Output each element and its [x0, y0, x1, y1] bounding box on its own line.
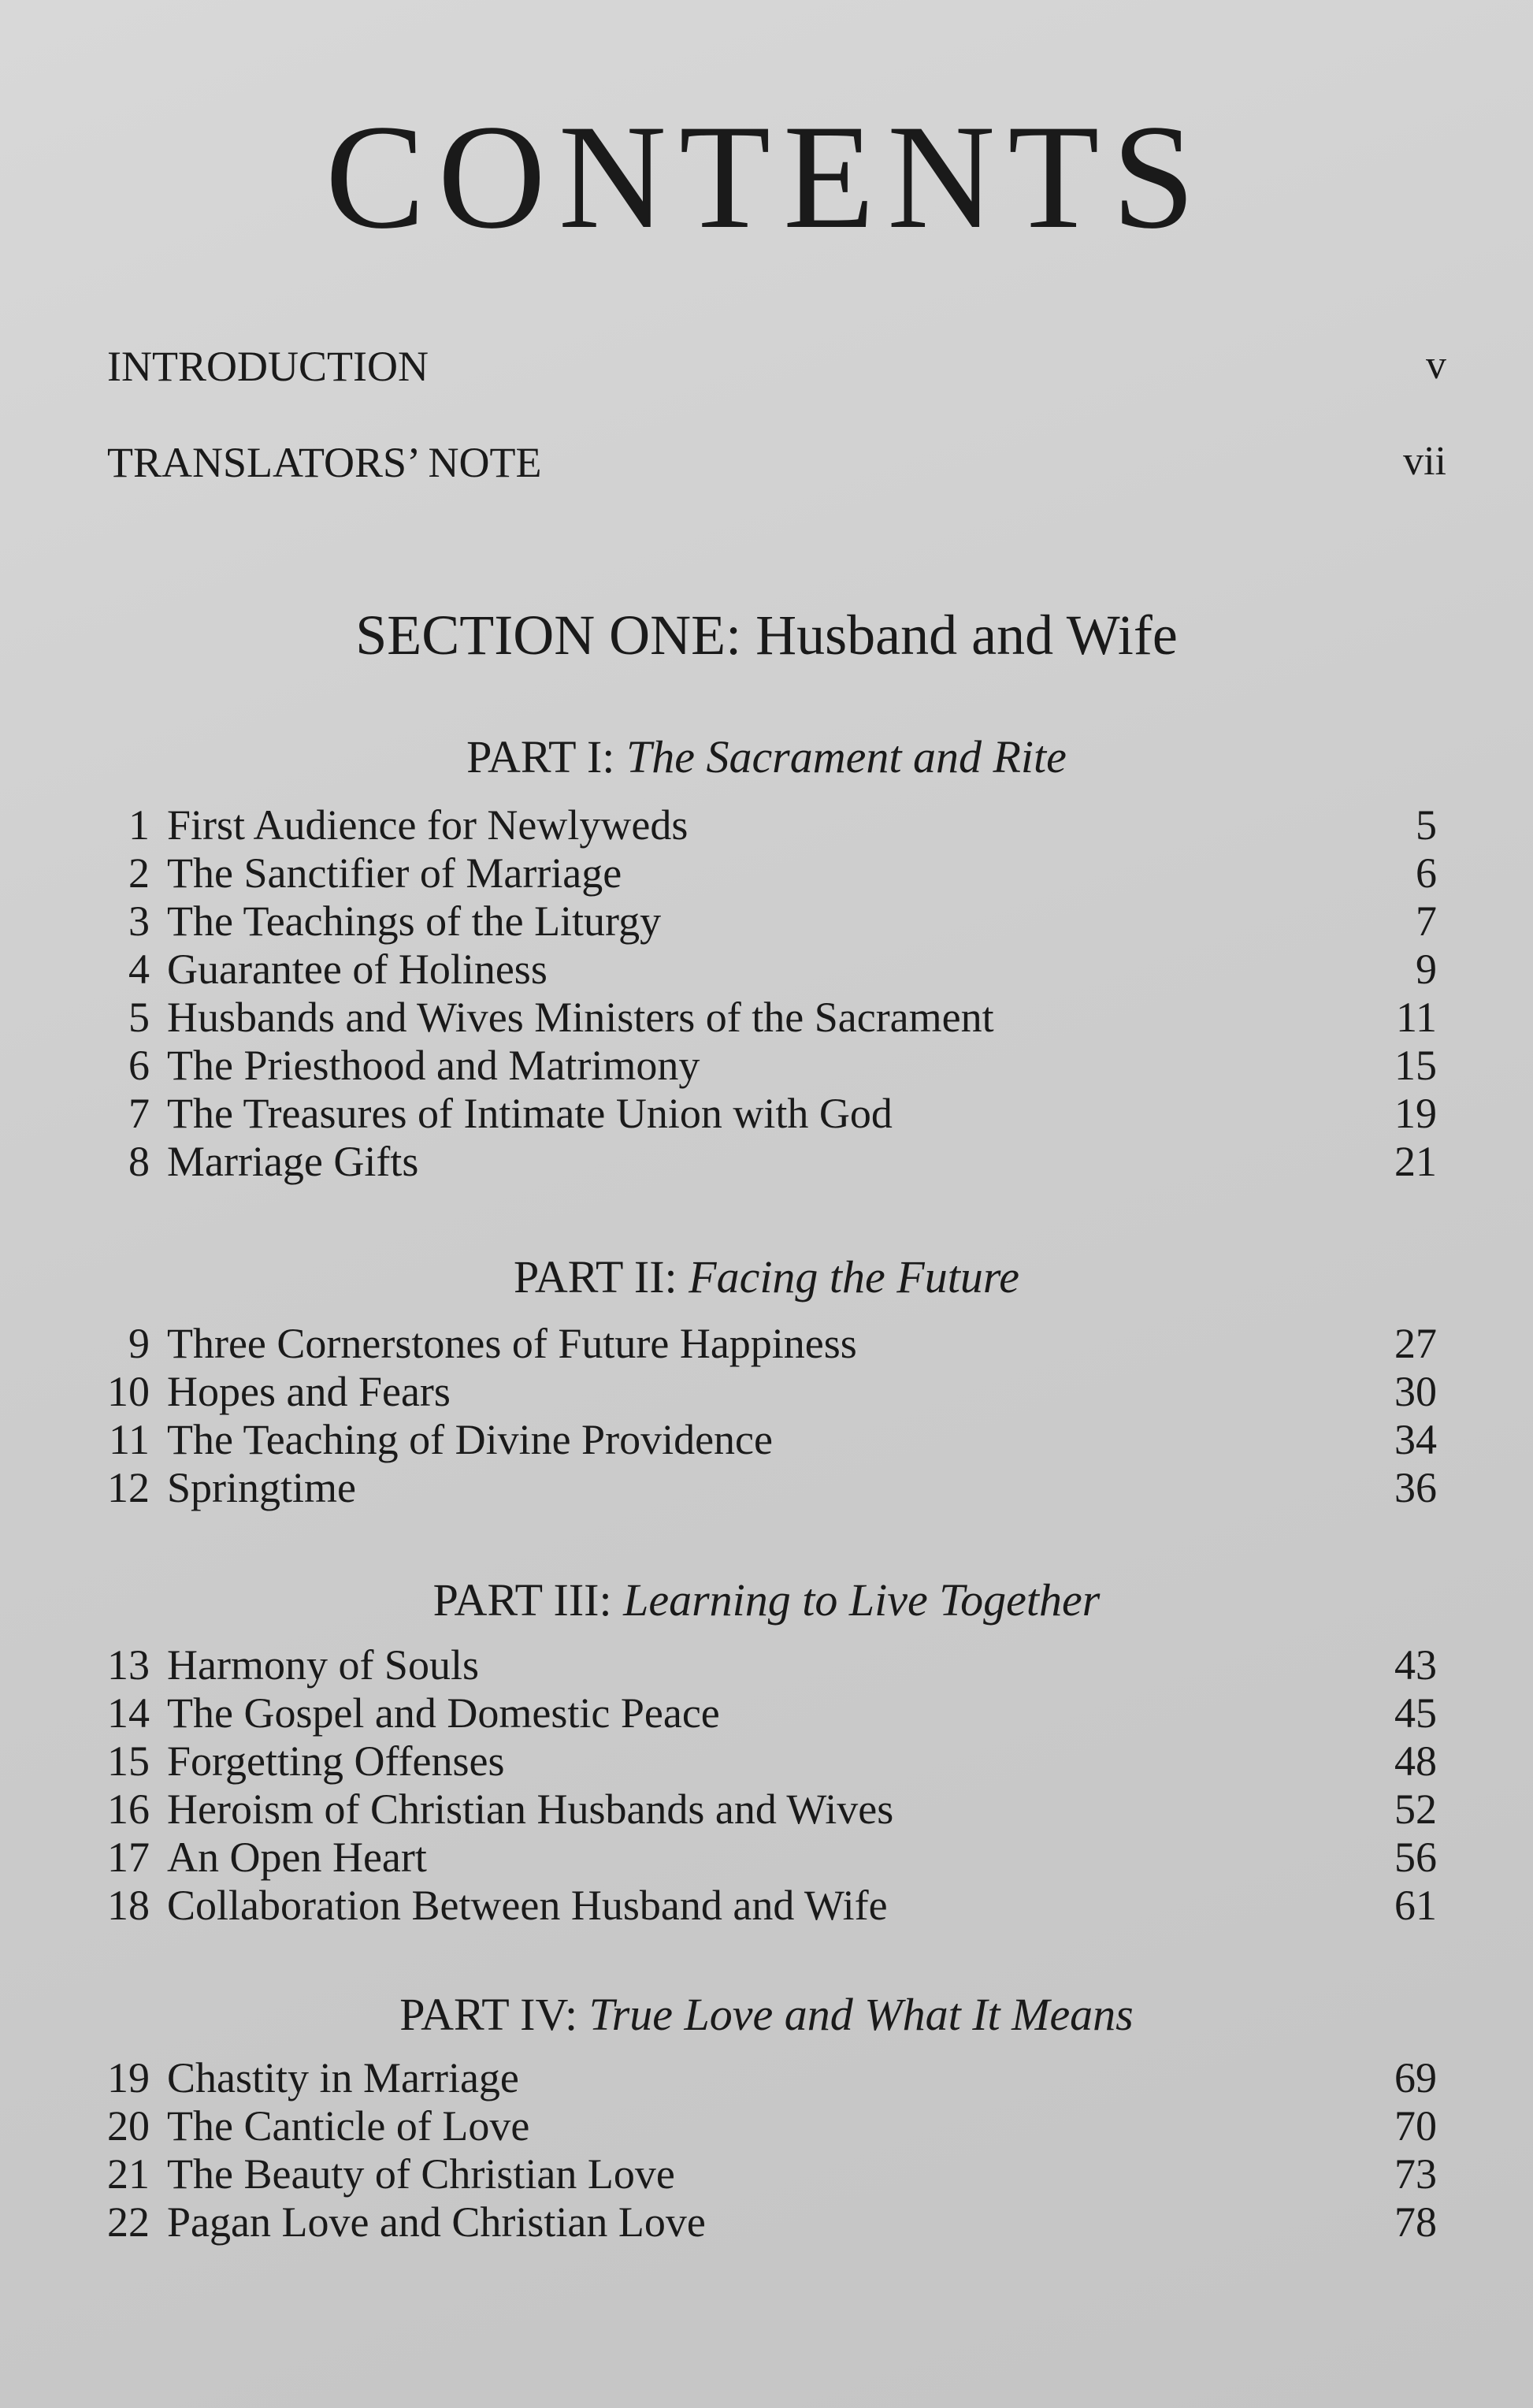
- chapter-page: 61: [1394, 1882, 1437, 1929]
- chapter-title: Chastity in Marriage: [167, 2054, 519, 2101]
- chapter-title: The Beauty of Christian Love: [167, 2150, 675, 2198]
- toc-entry[interactable]: [0, 1642, 1533, 1688]
- part-subtitle: True Love and What It Means: [588, 1989, 1134, 2040]
- chapter-page: 48: [1394, 1737, 1437, 1785]
- toc-entry[interactable]: [0, 1321, 1533, 1366]
- toc-entry[interactable]: [0, 946, 1533, 992]
- chapter-title: Guarantee of Holiness: [167, 946, 548, 993]
- chapter-title: First Audience for Newlyweds: [167, 801, 689, 849]
- chapter-page: 45: [1394, 1689, 1437, 1737]
- chapter-title: Husbands and Wives Ministers of the Sacrament: [167, 994, 994, 1041]
- chapter-page: 43: [1394, 1641, 1437, 1689]
- chapter-page: 78: [1394, 2198, 1437, 2246]
- part-heading: [0, 731, 1533, 782]
- chapter-title: The Treasures of Intimate Union with God: [167, 1090, 893, 1137]
- entry-title: INTRODUCTION: [107, 343, 429, 390]
- toc-entry[interactable]: [0, 1417, 1533, 1462]
- toc-entry[interactable]: [0, 2055, 1533, 2101]
- part-label: PART I:: [466, 731, 615, 782]
- chapter-number: 7: [128, 1090, 150, 1137]
- toc-entry[interactable]: [0, 850, 1533, 896]
- toc-entry[interactable]: [0, 1139, 1533, 1184]
- part-heading: [0, 1251, 1533, 1302]
- chapter-title: Hopes and Fears: [167, 1368, 451, 1415]
- toc-entry[interactable]: [0, 2103, 1533, 2149]
- chapter-number: 6: [128, 1042, 150, 1089]
- chapter-page: 11: [1396, 994, 1437, 1041]
- chapter-number: 8: [128, 1138, 150, 1185]
- chapter-page: 19: [1394, 1090, 1437, 1137]
- chapter-page: 52: [1394, 1786, 1437, 1833]
- chapter-title: Heroism of Christian Husbands and Wives: [167, 1786, 894, 1833]
- part-heading: [0, 1989, 1533, 2040]
- part-label: PART III:: [432, 1574, 612, 1626]
- toc-entry[interactable]: [0, 1834, 1533, 1880]
- toc-entry[interactable]: [0, 1369, 1533, 1414]
- chapter-number: 20: [107, 2102, 150, 2150]
- chapter-page: 70: [1394, 2102, 1437, 2150]
- chapter-title: Pagan Love and Christian Love: [167, 2198, 706, 2246]
- chapter-page: 34: [1394, 1416, 1437, 1463]
- chapter-page: 21: [1394, 1138, 1437, 1185]
- chapter-page: 6: [1416, 849, 1437, 897]
- chapter-page: 27: [1394, 1320, 1437, 1367]
- part-label: PART II:: [513, 1251, 677, 1302]
- chapter-title: Marriage Gifts: [167, 1138, 419, 1185]
- chapter-page: 15: [1394, 1042, 1437, 1089]
- chapter-number: 22: [107, 2198, 150, 2246]
- chapter-number: 12: [107, 1464, 150, 1511]
- chapter-number: 11: [109, 1416, 150, 1463]
- part-heading: [0, 1574, 1533, 1626]
- chapter-number: 9: [128, 1320, 150, 1367]
- toc-entry[interactable]: [0, 1786, 1533, 1832]
- toc-entry[interactable]: [0, 898, 1533, 944]
- toc-entry-introduction[interactable]: [107, 345, 1446, 388]
- chapter-page: 36: [1394, 1464, 1437, 1511]
- chapter-title: The Priesthood and Matrimony: [167, 1042, 700, 1089]
- chapter-title: The Gospel and Domestic Peace: [167, 1689, 720, 1737]
- entry-page: vii: [1403, 439, 1446, 484]
- chapter-title: Harmony of Souls: [167, 1641, 479, 1689]
- chapter-title: The Sanctifier of Marriage: [167, 849, 622, 897]
- toc-entry[interactable]: [0, 994, 1533, 1040]
- chapter-number: 13: [107, 1641, 150, 1689]
- entry-page: v: [1426, 343, 1446, 388]
- chapter-number: 16: [107, 1786, 150, 1833]
- chapter-page: 56: [1394, 1834, 1437, 1881]
- chapter-number: 21: [107, 2150, 150, 2198]
- chapter-title: The Teachings of the Liturgy: [167, 897, 662, 945]
- chapter-page: 73: [1394, 2150, 1437, 2198]
- toc-entry[interactable]: [0, 2199, 1533, 2245]
- toc-entry[interactable]: [0, 1738, 1533, 1784]
- chapter-title: Collaboration Between Husband and Wife: [167, 1882, 888, 1929]
- chapter-number: 18: [107, 1882, 150, 1929]
- toc-entry[interactable]: [0, 1042, 1533, 1088]
- chapter-number: 10: [107, 1368, 150, 1415]
- section-heading: SECTION ONE: Husband and Wife: [355, 604, 1178, 667]
- chapter-page: 69: [1394, 2054, 1437, 2101]
- chapter-number: 17: [107, 1834, 150, 1881]
- chapter-title: Springtime: [167, 1464, 356, 1511]
- toc-entry-translators-note[interactable]: [107, 441, 1446, 484]
- chapter-number: 14: [107, 1689, 150, 1737]
- chapter-title: An Open Heart: [167, 1834, 427, 1881]
- chapter-number: 3: [128, 897, 150, 945]
- chapter-number: 15: [107, 1737, 150, 1785]
- entry-title: TRANSLATORS’ NOTE: [107, 439, 542, 486]
- chapter-number: 19: [107, 2054, 150, 2101]
- part-subtitle: The Sacrament and Rite: [625, 731, 1067, 782]
- toc-entry[interactable]: [0, 802, 1533, 848]
- chapter-number: 5: [128, 994, 150, 1041]
- chapter-title: Three Cornerstones of Future Happiness: [167, 1320, 857, 1367]
- part-label: PART IV:: [399, 1989, 578, 2040]
- part-subtitle: Learning to Live Together: [623, 1574, 1101, 1626]
- chapter-title: The Teaching of Divine Providence: [167, 1416, 773, 1463]
- chapter-number: 2: [128, 849, 150, 897]
- chapter-number: 1: [128, 801, 150, 849]
- chapter-title: The Canticle of Love: [167, 2102, 530, 2150]
- toc-entry[interactable]: [0, 2151, 1533, 2197]
- toc-entry[interactable]: [0, 1091, 1533, 1136]
- toc-entry[interactable]: [0, 1465, 1533, 1511]
- part-subtitle: Facing the Future: [689, 1251, 1019, 1302]
- chapter-number: 4: [128, 946, 150, 993]
- chapter-page: 5: [1416, 801, 1437, 849]
- chapter-page: 9: [1416, 946, 1437, 993]
- chapter-page: 7: [1416, 897, 1437, 945]
- toc-entry[interactable]: [0, 1690, 1533, 1736]
- page-title: CONTENTS: [325, 95, 1208, 260]
- chapter-title: Forgetting Offenses: [167, 1737, 505, 1785]
- chapter-page: 30: [1394, 1368, 1437, 1415]
- toc-entry[interactable]: [0, 1882, 1533, 1928]
